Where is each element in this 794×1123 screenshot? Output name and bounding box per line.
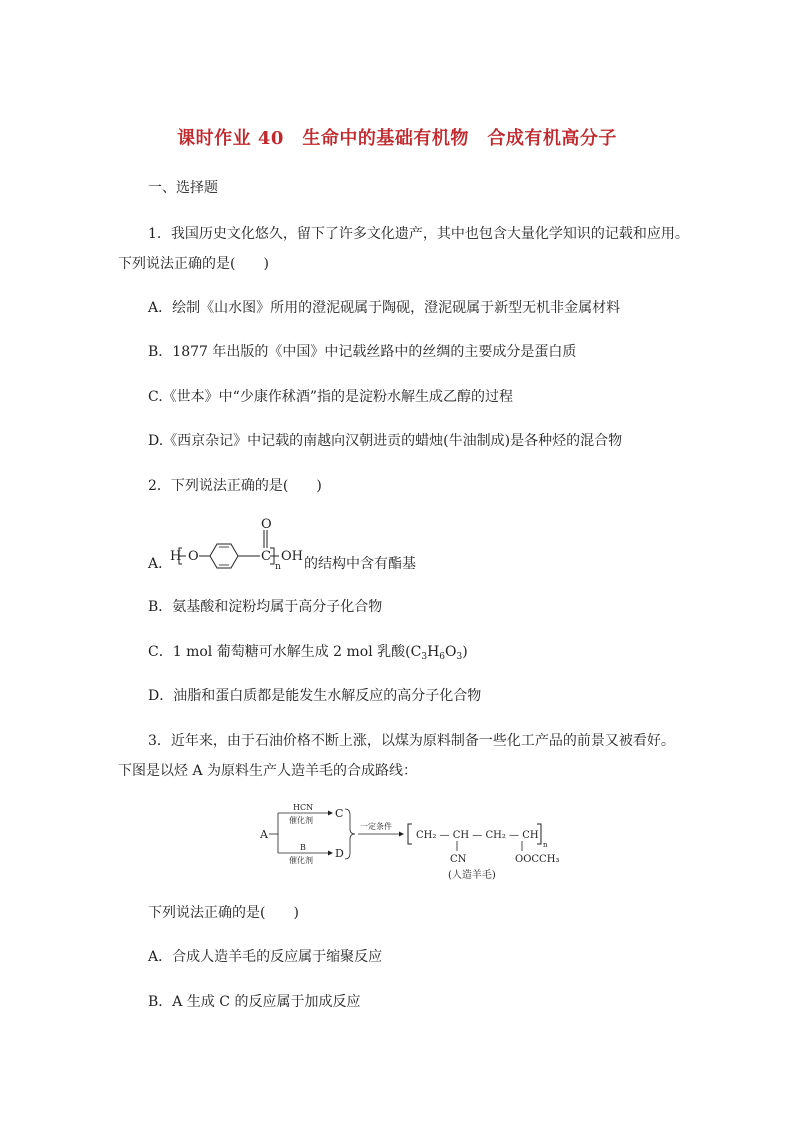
struct-carbonyl-c: C bbox=[261, 549, 271, 564]
q1-stem-line2: 下列说法正确的是( ) bbox=[118, 256, 269, 272]
struct-o: O bbox=[188, 549, 199, 564]
q1-stem-line1: 1．我国历史文化悠久，留下了许多文化遗产，其中也包含大量化学知识的记载和应用。 bbox=[148, 226, 689, 242]
q3-option-b: B．A 生成 C 的反应属于加成反应 bbox=[148, 994, 361, 1010]
q3-question: 下列说法正确的是( ) bbox=[148, 905, 299, 921]
q2-stem: 2．下列说法正确的是( ) bbox=[148, 478, 322, 494]
scheme-cn-group: CN bbox=[450, 854, 467, 865]
scheme-product-d: D bbox=[335, 847, 344, 860]
q1-option-d: D.《西京杂记》中记载的南越向汉朝进贡的蜡烛(牛油制成)是各种烃的混合物 bbox=[148, 433, 623, 449]
q1-option-b: B．1877 年出版的《中国》中记载丝路中的丝绸的主要成分是蛋白质 bbox=[148, 344, 577, 360]
q2-option-c: C．1 mol 葡萄糖可水解生成 2 mol 乳酸$(C_3H_6O_3)$ bbox=[148, 644, 468, 662]
synthesis-route-scheme bbox=[256, 800, 566, 886]
scheme-reagent-hcn: HCN bbox=[293, 803, 314, 812]
q2-option-d: D．油脂和蛋白质都是能发生水解反应的高分子化合物 bbox=[148, 688, 482, 704]
section-heading: 一、选择题 bbox=[148, 180, 218, 196]
q3-stem-line1: 3．近年来，由于石油价格不断上涨，以煤为原料制备一些化工产品的前景又被看好。 bbox=[148, 733, 675, 749]
scheme-reagent-b: B bbox=[300, 843, 306, 852]
scheme-ester-group: OOCCH₃ bbox=[515, 854, 560, 865]
q2-option-a-label: A． bbox=[148, 556, 173, 572]
struct-h: H bbox=[170, 549, 182, 564]
scheme-catalyst-2: 催化剂 bbox=[289, 856, 313, 865]
struct-n: n bbox=[275, 562, 281, 572]
q2-option-b: B．氨基酸和淀粉均属于高分子化合物 bbox=[148, 599, 383, 615]
scheme-polymer-n: n bbox=[543, 841, 548, 849]
q2-polymer-structure bbox=[166, 514, 306, 574]
q2-option-a-text: 的结构中含有酯基 bbox=[304, 556, 416, 572]
scheme-product-c: C bbox=[335, 807, 344, 820]
page-title: 课时作业 40 生命中的基础有机物 合成有机高分子 bbox=[177, 128, 617, 149]
q3-option-a: A．合成人造羊毛的反应属于缩聚反应 bbox=[148, 949, 383, 965]
q1-option-a: A．绘制《山水图》所用的澄泥砚属于陶砚，澄泥砚属于新型无机非金属材料 bbox=[148, 300, 621, 316]
struct-oh: OH bbox=[281, 549, 303, 564]
scheme-condition: 一定条件 bbox=[360, 822, 392, 831]
scheme-product-name: (人造羊毛) bbox=[448, 870, 496, 881]
scheme-reactant-a: A bbox=[260, 828, 268, 841]
q1-option-c: C.《世本》中“少康作秫酒”指的是淀粉水解生成乙醇的过程 bbox=[148, 389, 513, 405]
q3-stem-line2: 下图是以烃 A 为原料生产人造羊毛的合成路线： bbox=[118, 763, 418, 779]
scheme-polymer-chain: CH₂ — CH — CH₂ — CH bbox=[416, 830, 539, 841]
scheme-catalyst-1: 催化剂 bbox=[289, 816, 313, 825]
struct-carbonyl-o: O bbox=[261, 517, 272, 532]
